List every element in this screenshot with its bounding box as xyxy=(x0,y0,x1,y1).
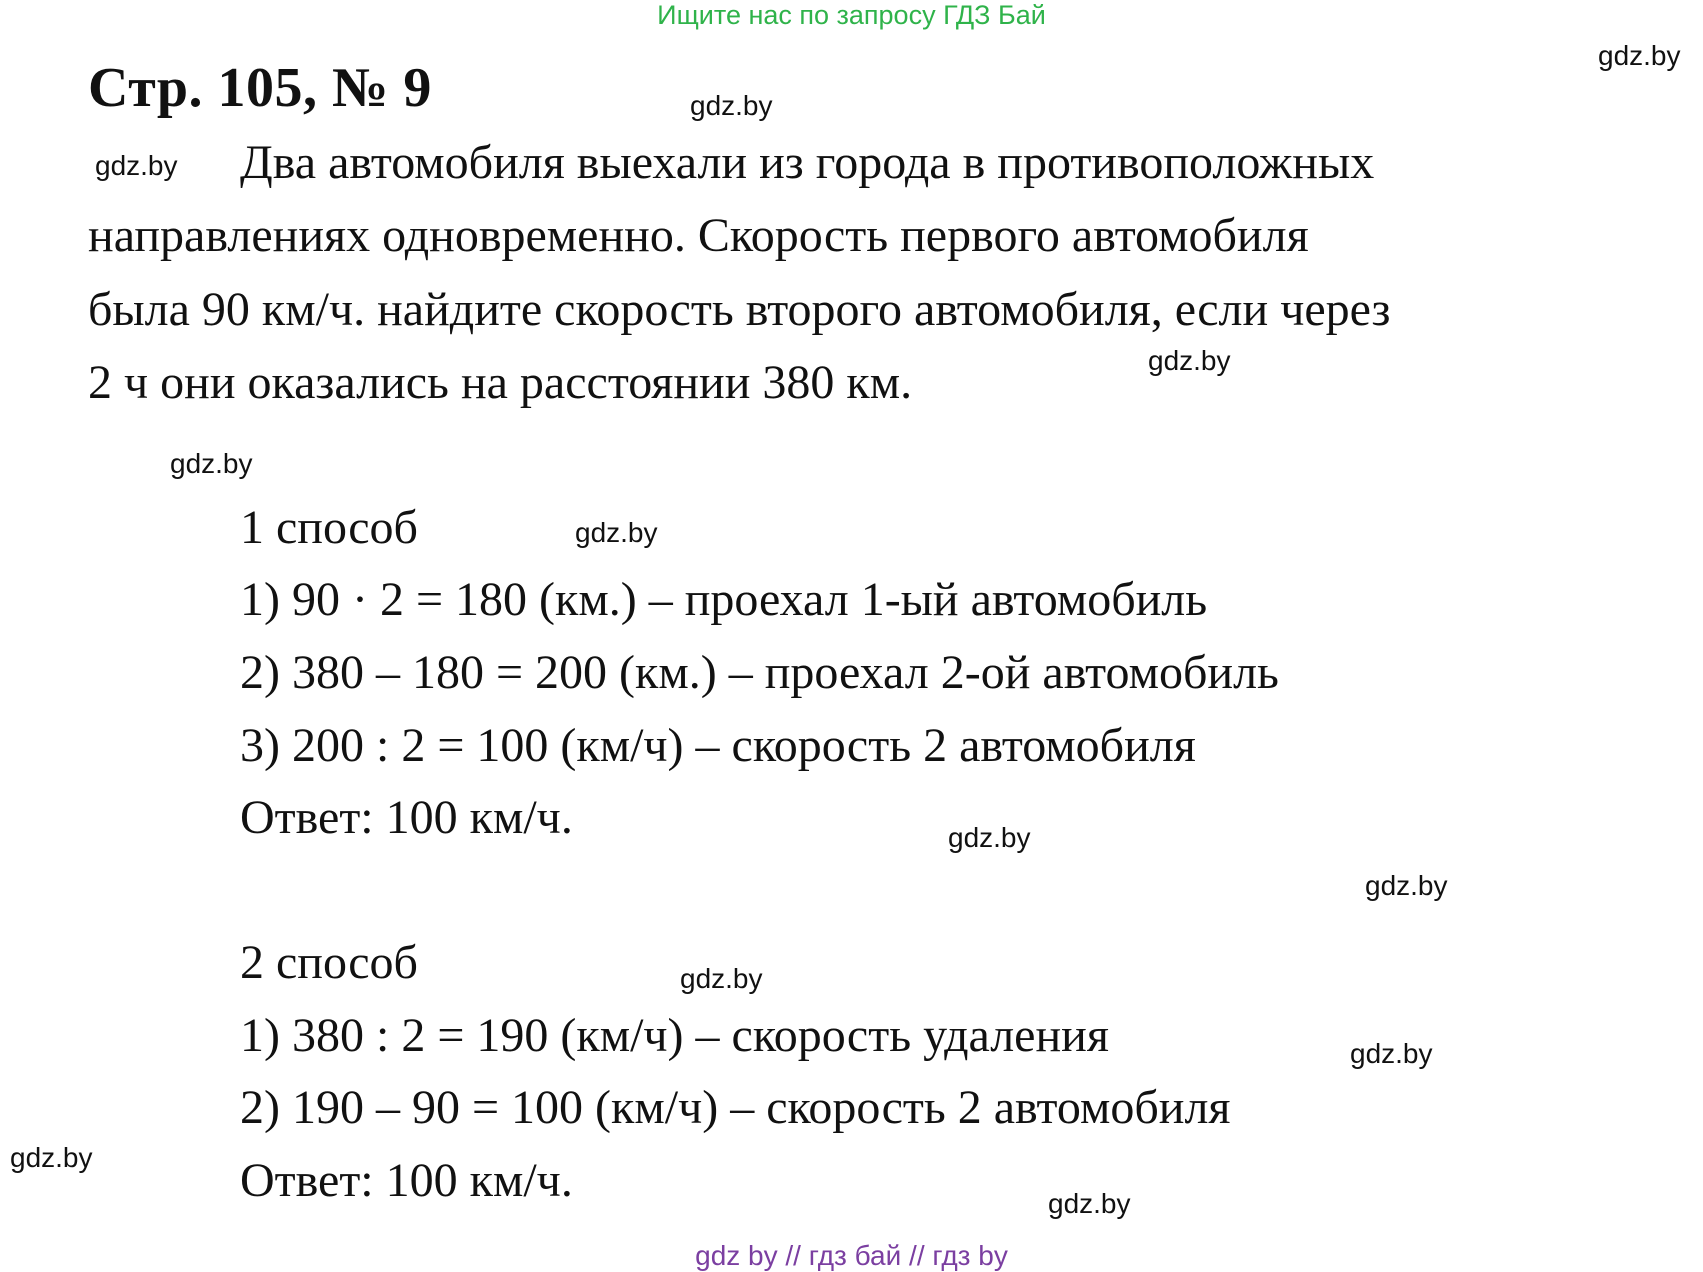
watermark: gdz.by xyxy=(1598,40,1681,71)
method2-step: 2) 190 – 90 = 100 (км/ч) – скорость 2 автомобиля xyxy=(240,1081,1231,1134)
watermark: gdz.by xyxy=(1365,870,1448,901)
method1-step: 2) 380 – 180 = 200 (км.) – проехал 2-ой автомобиль xyxy=(240,646,1279,699)
problem-line: Два автомобиля выехали из города в противоположных xyxy=(240,136,1375,189)
method1-answer: Ответ: 100 км/ч. xyxy=(240,791,573,844)
footer-links: gdz by // гдз бай // гдз by xyxy=(695,1240,1008,1271)
watermark: gdz.by xyxy=(1148,345,1231,376)
watermark: gdz.by xyxy=(1048,1188,1131,1219)
method1-step: 3) 200 : 2 = 100 (км/ч) – скорость 2 автомобиля xyxy=(240,719,1196,772)
watermark: gdz.by xyxy=(170,448,253,479)
method2-answer: Ответ: 100 км/ч. xyxy=(240,1154,573,1207)
watermark: gdz.by xyxy=(10,1142,93,1173)
watermark: gdz.by xyxy=(1350,1038,1433,1069)
problem-line: 2 ч они оказались на расстоянии 380 км. xyxy=(88,356,913,409)
method2-step: 1) 380 : 2 = 190 (км/ч) – скорость удаления xyxy=(240,1009,1109,1062)
problem-line: была 90 км/ч. найдите скорость второго автомобиля, если через xyxy=(88,283,1391,336)
top-banner: Ищите нас по запросу ГДЗ Бай xyxy=(657,0,1046,30)
watermark: gdz.by xyxy=(948,822,1031,853)
watermark: gdz.by xyxy=(575,517,658,548)
problem-line: направлениях одновременно. Скорость первого автомобиля xyxy=(88,209,1309,262)
page-title: Стр. 105, № 9 xyxy=(88,57,432,119)
method1-heading: 1 способ xyxy=(240,501,418,554)
watermark: gdz.by xyxy=(95,150,178,181)
method2-heading: 2 способ xyxy=(240,936,418,989)
watermark: gdz.by xyxy=(690,90,773,121)
watermark: gdz.by xyxy=(680,963,763,994)
method1-step: 1) 90 · 2 = 180 (км.) – проехал 1-ый автомобиль xyxy=(240,573,1208,626)
